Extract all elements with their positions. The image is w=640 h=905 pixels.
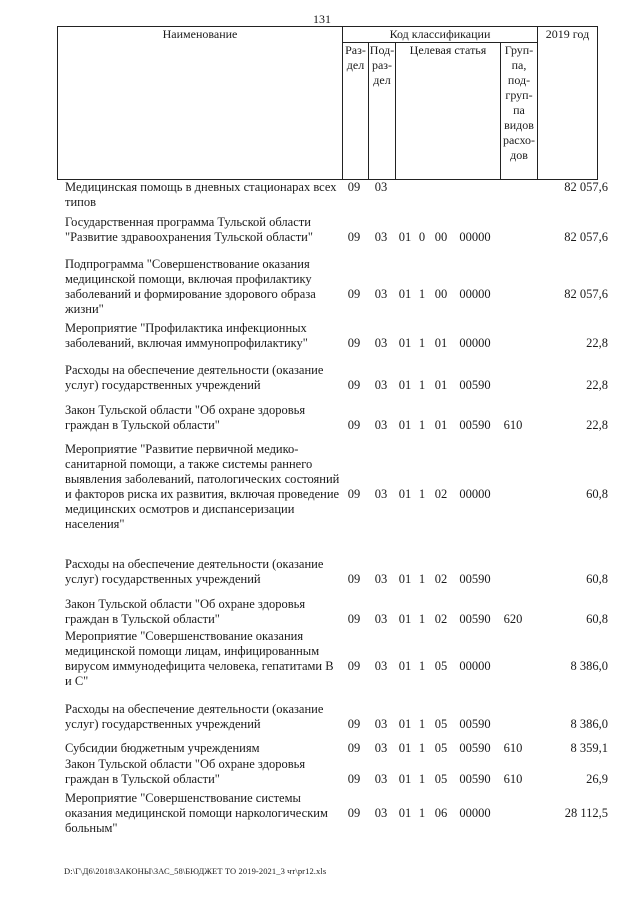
row-name: Подпрограмма "Совершенствование оказания медицинской помощи, включая профилактику заболеваний и формирование здорового образа жизни" [65, 257, 316, 316]
row-name: Мероприятие "Развитие первичной медико-санитарной помощи, а также системы раннего выявления заболеваний, патологических состояний и факторов риска их развития, включая проведение медицинских осмотров и диспансеризации населения" [65, 442, 340, 531]
row-razdel: 09 [347, 336, 361, 350]
row-value: 60,8 [586, 487, 608, 501]
row-razdel: 09 [347, 378, 361, 392]
table-header [57, 26, 598, 180]
row-razdel: 09 [347, 487, 361, 501]
row-c1: 01 [398, 230, 412, 244]
row-c1: 01 [398, 378, 412, 392]
row-c4: 00590 [459, 418, 491, 432]
row-name: Мероприятие "Профилактика инфекционных заболеваний, включая иммунопрофилактику" [65, 321, 308, 350]
row-c3: 02 [434, 487, 448, 501]
row-c4: 00590 [459, 378, 491, 392]
row-razdel: 09 [347, 612, 361, 626]
row-c1: 01 [398, 487, 412, 501]
row-group: 610 [503, 741, 523, 755]
header-target: Целевая статья [396, 43, 501, 180]
row-c2: 1 [418, 772, 426, 786]
row-c3: 01 [434, 418, 448, 432]
row-c1: 01 [398, 418, 412, 432]
row-name: Государственная программа Тульской области "Развитие здравоохранения Тульской области" [65, 215, 313, 244]
row-c4: 00000 [459, 287, 491, 301]
row-podrazdel: 03 [374, 487, 388, 501]
row-c3: 00 [434, 230, 448, 244]
row-c4: 00590 [459, 772, 491, 786]
row-c1: 01 [398, 741, 412, 755]
row-value: 82 057,6 [564, 287, 608, 301]
row-podrazdel: 03 [374, 741, 388, 755]
row-value: 8 386,0 [570, 659, 608, 673]
row-razdel: 09 [347, 418, 361, 432]
row-value: 8 386,0 [570, 717, 608, 731]
row-podrazdel: 03 [374, 612, 388, 626]
header-razdel: Раз- дел [343, 43, 369, 180]
row-value: 60,8 [586, 612, 608, 626]
header-code-title: Код классификации [343, 27, 538, 43]
row-value: 28 112,5 [564, 806, 608, 820]
row-c2: 1 [418, 287, 426, 301]
row-value: 22,8 [586, 378, 608, 392]
row-value: 82 057,6 [564, 230, 608, 244]
row-c1: 01 [398, 717, 412, 731]
row-c3: 02 [434, 612, 448, 626]
row-podrazdel: 03 [374, 806, 388, 820]
row-c4: 00590 [459, 612, 491, 626]
row-podrazdel: 03 [374, 287, 388, 301]
row-c2: 1 [418, 659, 426, 673]
row-razdel: 09 [347, 230, 361, 244]
row-group: 620 [503, 612, 523, 626]
row-razdel: 09 [347, 741, 361, 755]
row-name: Мероприятие "Совершенствование системы оказания медицинской помощи наркологическим больным" [65, 791, 328, 835]
row-podrazdel: 03 [374, 378, 388, 392]
row-name: Медицинская помощь в дневных стационарах всех типов [65, 180, 337, 209]
row-value: 82 057,6 [564, 180, 608, 194]
row-podrazdel: 03 [374, 717, 388, 731]
row-c2: 0 [418, 230, 426, 244]
row-name: Закон Тульской области "Об охране здоровья граждан в Тульской области" [65, 403, 306, 432]
row-podrazdel: 03 [374, 336, 388, 350]
row-c3: 05 [434, 741, 448, 755]
row-value: 22,8 [586, 418, 608, 432]
row-razdel: 09 [347, 806, 361, 820]
row-name: Расходы на обеспечение деятельности (оказание услуг) государственных учреждений [65, 702, 324, 731]
row-name: Закон Тульской области "Об охране здоровья граждан в Тульской области" [65, 597, 306, 626]
row-value: 22,8 [586, 336, 608, 350]
row-c3: 05 [434, 659, 448, 673]
row-podrazdel: 03 [374, 230, 388, 244]
page-number: 131 [313, 12, 331, 26]
row-c1: 01 [398, 287, 412, 301]
row-podrazdel: 03 [374, 418, 388, 432]
header-name: Наименование [58, 27, 343, 180]
row-razdel: 09 [347, 180, 361, 194]
row-c1: 01 [398, 659, 412, 673]
row-c4: 00590 [459, 741, 491, 755]
row-c2: 1 [418, 612, 426, 626]
row-c4: 00590 [459, 572, 491, 586]
row-razdel: 09 [347, 717, 361, 731]
row-c4: 00000 [459, 336, 491, 350]
row-c1: 01 [398, 572, 412, 586]
row-c2: 1 [418, 741, 426, 755]
row-name: Расходы на обеспечение деятельности (оказание услуг) государственных учреждений [65, 557, 324, 586]
row-razdel: 09 [347, 572, 361, 586]
row-c3: 01 [434, 378, 448, 392]
row-c4: 00000 [459, 487, 491, 501]
row-c2: 1 [418, 487, 426, 501]
row-name: Субсидии бюджетным учреждениям [65, 741, 260, 755]
row-c2: 1 [418, 378, 426, 392]
row-c4: 00000 [459, 659, 491, 673]
row-group: 610 [503, 772, 523, 786]
row-razdel: 09 [347, 772, 361, 786]
row-razdel: 09 [347, 659, 361, 673]
row-c3: 06 [434, 806, 448, 820]
row-value: 8 359,1 [570, 741, 608, 755]
row-c4: 00000 [459, 806, 491, 820]
row-podrazdel: 03 [374, 659, 388, 673]
row-podrazdel: 03 [374, 572, 388, 586]
row-podrazdel: 03 [374, 772, 388, 786]
header-year: 2019 год [538, 27, 598, 180]
row-value: 26,9 [586, 772, 608, 786]
row-name: Закон Тульской области "Об охране здоровья граждан в Тульской области" [65, 757, 306, 786]
row-c2: 1 [418, 806, 426, 820]
row-c2: 1 [418, 572, 426, 586]
row-c2: 1 [418, 717, 426, 731]
row-name: Мероприятие "Совершенствование оказания медицинской помощи лицам, инфицированным вирусом иммунодефицита человека, гепатитами В и С" [65, 629, 334, 688]
row-c3: 05 [434, 717, 448, 731]
row-group: 610 [503, 418, 523, 432]
row-c3: 00 [434, 287, 448, 301]
row-value: 60,8 [586, 572, 608, 586]
row-c2: 1 [418, 418, 426, 432]
row-c3: 01 [434, 336, 448, 350]
row-razdel: 09 [347, 287, 361, 301]
row-c4: 00000 [459, 230, 491, 244]
footer-path: D:\Г\Д6\2018\ЗАКОНЫ\ЗАС_58\БЮДЖЕТ ТО 2019-2021_3 чт\pr12.xls [64, 866, 327, 876]
row-podrazdel: 03 [374, 180, 388, 194]
row-c4: 00590 [459, 717, 491, 731]
row-c2: 1 [418, 336, 426, 350]
row-c1: 01 [398, 336, 412, 350]
row-c3: 02 [434, 572, 448, 586]
header-group: Груп- па, под- груп- па видов расхо- дов [501, 43, 538, 180]
row-c1: 01 [398, 772, 412, 786]
row-c1: 01 [398, 806, 412, 820]
row-c3: 05 [434, 772, 448, 786]
row-name: Расходы на обеспечение деятельности (оказание услуг) государственных учреждений [65, 363, 324, 392]
row-c1: 01 [398, 612, 412, 626]
header-podrazdel: Под- раз- дел [369, 43, 396, 180]
